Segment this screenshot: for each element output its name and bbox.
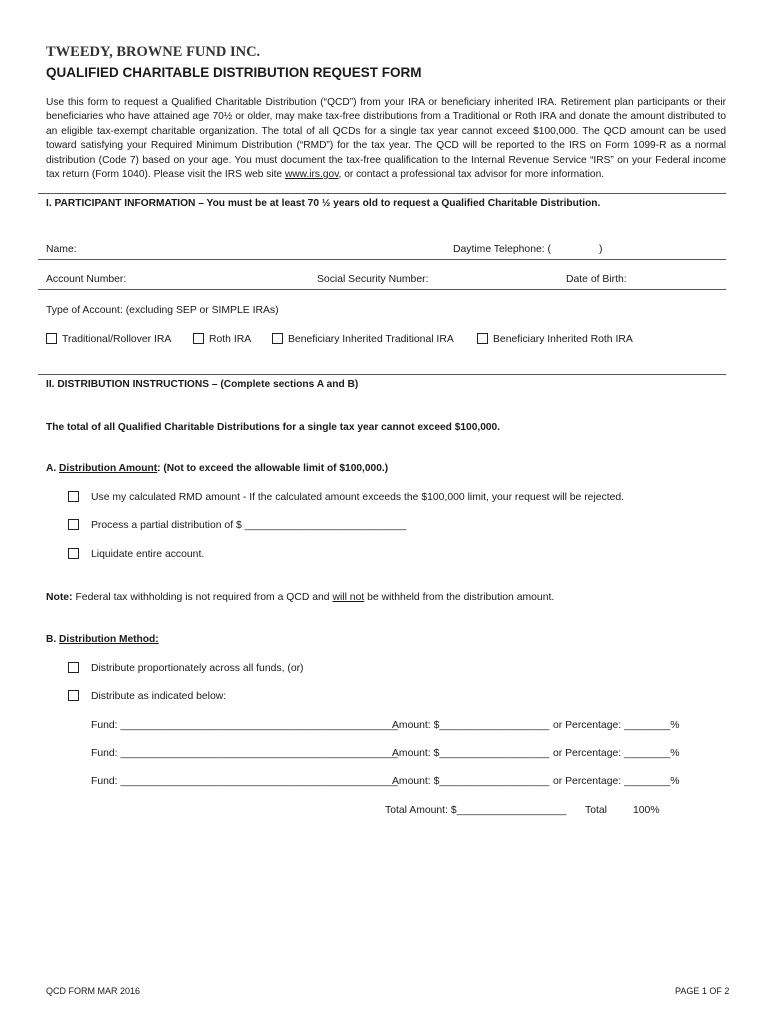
checkbox-traditional-ira[interactable] xyxy=(46,333,57,344)
fund-amount-field[interactable]: Amount: $___________________ xyxy=(392,776,550,787)
beneficiary-roth-ira-label: Beneficiary Inherited Roth IRA xyxy=(493,334,633,345)
roth-ira-label: Roth IRA xyxy=(209,334,252,345)
checkbox-roth-ira[interactable] xyxy=(193,333,204,344)
total-amount-field[interactable]: Total Amount: $___________________ xyxy=(385,805,567,816)
phone-close: ) xyxy=(599,244,603,255)
qcd-limit-statement: The total of all Qualified Charitable Distributions for a single tax year cannot exceed $100,000. xyxy=(46,422,501,433)
note-text: Federal tax withholding is not required from a QCD and xyxy=(72,592,333,603)
name-phone-line[interactable] xyxy=(38,259,726,260)
account-type-label: Type of Account: (excluding SEP or SIMPLE IRAs) xyxy=(46,305,279,316)
checkbox-partial-distribution[interactable] xyxy=(68,519,79,530)
note-emphasis: will not xyxy=(332,592,365,603)
distribute-proportionately-label: Distribute proportionately across all funds, (or) xyxy=(91,663,304,674)
account-info-line[interactable] xyxy=(38,289,726,290)
irs-link[interactable]: www.irs.gov xyxy=(284,169,339,181)
name-label: Name: xyxy=(46,244,77,255)
intro-paragraph xyxy=(46,96,726,182)
phone-label: Daytime Telephone: ( xyxy=(453,244,551,255)
intro-text: Use this form to request a Qualified Charitable Distribution (“QCD”) from your IRA or beneficiary inherited IRA. Retirement plan participants or their beneficiaries who have attained age 70½ or older, may make tax-free distributions from a Traditional or Roth IRA and donate the amount distributed to an eligible tax-exempt charitable organization. The total of all QCDs for a single tax year cannot exceed $100,000. The QCD amount can be used toward satisfying your Required Minimum Distribution (“RMD”) for the tax year. The QCD will be reported to the IRS on Form 1099-R as a normal distribution (Code 7) based on your age. You must document the tax-free qualification to the Internal Revenue Service “IRS” on your Federal income tax return (Form 1040). Please visit the IRS web site xyxy=(46,97,726,181)
section-divider xyxy=(38,193,726,194)
beneficiary-traditional-ira-label: Beneficiary Inherited Traditional IRA xyxy=(288,334,454,345)
fund-name-field[interactable]: Fund: ________________________________________________ xyxy=(91,776,398,787)
section-a-title: Distribution Amount xyxy=(59,463,158,474)
fund-name-field[interactable]: Fund: ________________________________________________ xyxy=(91,720,398,731)
traditional-ira-label: Traditional/Rollover IRA xyxy=(62,334,172,345)
rmd-amount-label: Use my calculated RMD amount - If the calculated amount exceeds the $100,000 limit, your request will be rejected. xyxy=(91,492,625,503)
ssn-label: Social Security Number: xyxy=(317,274,429,285)
checkbox-distribute-as-indicated[interactable] xyxy=(68,690,79,701)
fund-amount-field[interactable]: Amount: $___________________ xyxy=(392,720,550,731)
distribution-method-heading xyxy=(46,634,159,645)
partial-distribution-label: Process a partial distribution of $ ____________________________ xyxy=(91,520,407,531)
withholding-note xyxy=(46,592,554,603)
section-a-prefix: A. xyxy=(46,463,57,474)
section-divider xyxy=(38,374,726,375)
form-title: QUALIFIED CHARITABLE DISTRIBUTION REQUEST FORM xyxy=(46,65,422,80)
section-2-heading: II. DISTRIBUTION INSTRUCTIONS – (Complete sections A and B) xyxy=(46,379,359,390)
form-id: QCD FORM MAR 2016 xyxy=(46,986,141,996)
note-text-end: be withheld from the distribution amount. xyxy=(364,592,555,603)
fund-percentage-field[interactable]: or Percentage: ________% xyxy=(553,776,680,787)
checkbox-beneficiary-traditional-ira[interactable] xyxy=(272,333,283,344)
dob-label: Date of Birth: xyxy=(566,274,627,285)
fund-percentage-field[interactable]: or Percentage: ________% xyxy=(553,720,680,731)
account-number-label: Account Number: xyxy=(46,274,127,285)
distribution-amount-heading xyxy=(46,463,388,474)
section-a-suffix: : (Not to exceed the allowable limit of $100,000.) xyxy=(157,463,389,474)
fund-name-field[interactable]: Fund: ________________________________________________ xyxy=(91,748,398,759)
distribute-as-indicated-label: Distribute as indicated below: xyxy=(91,691,227,702)
section-b-prefix: B. xyxy=(46,634,57,645)
fund-amount-field[interactable]: Amount: $___________________ xyxy=(392,748,550,759)
intro-text-end: , or contact a professional tax advisor for more information. xyxy=(338,169,605,181)
liquidate-account-label: Liquidate entire account. xyxy=(91,549,205,560)
checkbox-liquidate-account[interactable] xyxy=(68,548,79,559)
checkbox-distribute-proportionately[interactable] xyxy=(68,662,79,673)
page-number: PAGE 1 OF 2 xyxy=(675,986,730,996)
total-label: Total xyxy=(585,805,607,816)
fund-percentage-field[interactable]: or Percentage: ________% xyxy=(553,748,680,759)
total-percentage: 100% xyxy=(633,805,660,816)
checkbox-rmd-amount[interactable] xyxy=(68,491,79,502)
section-b-title: Distribution Method: xyxy=(59,634,159,645)
section-1-heading: I. PARTICIPANT INFORMATION – You must be at least 70 ½ years old to request a Qualified Charitable Distribution. xyxy=(46,198,601,209)
company-name: TWEEDY, BROWNE FUND INC. xyxy=(46,44,261,60)
checkbox-beneficiary-roth-ira[interactable] xyxy=(477,333,488,344)
note-label: Note: xyxy=(46,592,73,603)
